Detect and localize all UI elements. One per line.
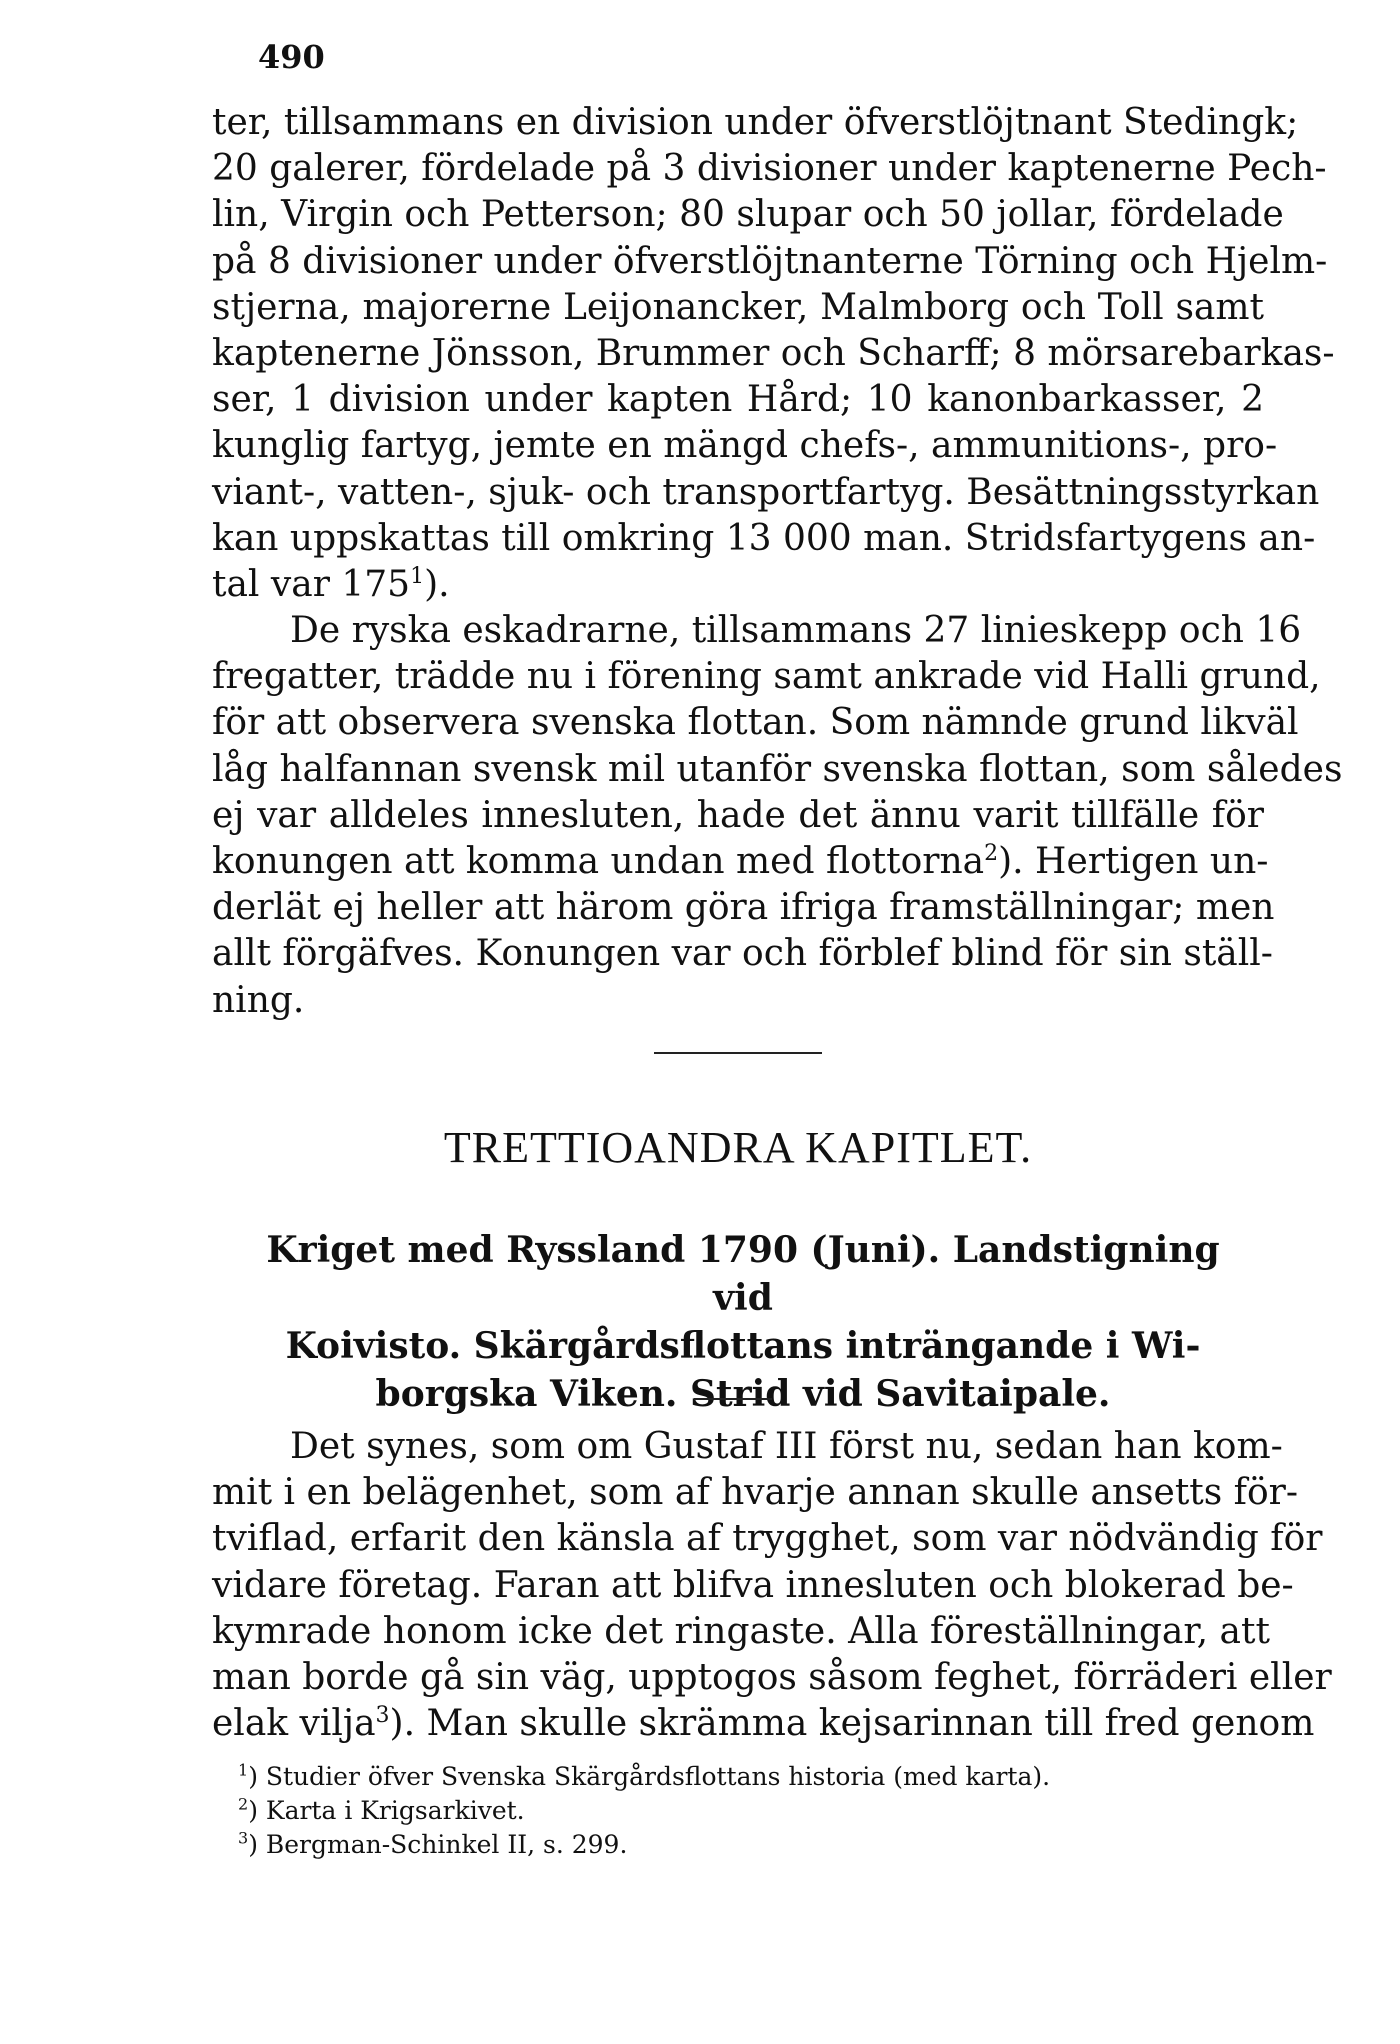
text-line: tviflad, erfarit den känsla af trygghet, som var nödvändig för (212, 1518, 1323, 1560)
footnote-marker: 1 (238, 1760, 249, 1780)
footnote (238, 1760, 1238, 1794)
text-line: allt förgäfves. Konungen var och förblef blind för sin ställ- (212, 933, 1273, 975)
text-segment: ). Man skulle skrämma kejsarinnan till fred genom (389, 1703, 1315, 1745)
text-line: kunglig fartyg, jemte en mängd chefs-, ammunitions-, pro- (212, 425, 1278, 467)
summary-line: Koivisto. Skärgårdsflottans inträngande i Wi- (285, 1325, 1201, 1367)
text-line: man borde gå sin väg, upptogos såsom feghet, förräderi eller (212, 1656, 1332, 1698)
text-line: ej var alldeles innesluten, hade det ännu varit tillfälle för (212, 794, 1264, 836)
text-line: ning. (212, 979, 305, 1021)
text-line: vidare företag. Faran att blifva innesluten och blokerad be- (212, 1564, 1294, 1606)
text-segment: tal var 175 (212, 563, 411, 605)
footnote-text: ) Studier öfver Svenska Skärgårdsflottans historia (med karta). (248, 1762, 1051, 1791)
footnote-marker: 3 (238, 1828, 249, 1848)
text-line (212, 839, 1269, 885)
footnote (238, 1794, 1238, 1828)
text-line: lin, Virgin och Petterson; 80 slupar och 50 jollar, fördelade (212, 194, 1284, 236)
paragraph-3 (212, 1424, 1332, 1747)
section-divider (654, 1052, 822, 1054)
text-line: ser, 1 division under kapten Hård; 10 kanonbarkasser, 2 (212, 379, 1264, 421)
text-line: fregatter, trädde nu i förening samt ankrade vid Halli grund, (212, 656, 1321, 698)
text-segment: ). Hertigen un- (998, 840, 1269, 882)
text-line: stjerna, majorerne Leijonancker, Malmborg och Toll samt (212, 286, 1264, 328)
text-line (212, 562, 1264, 608)
text-line: Det synes, som om Gustaf III först nu, sedan han kom- (290, 1426, 1283, 1467)
text-line (212, 1701, 1315, 1747)
text-segment: elak vilja (212, 1703, 376, 1745)
chapter-title: TRETTIOANDRA KAPITLET. (443, 1123, 1033, 1172)
chapter-summary (246, 1226, 1240, 1418)
page-number: 490 (258, 38, 325, 76)
footnote-text: ) Karta i Krigsarkivet. (248, 1796, 525, 1825)
text-line: ter, tillsammans en division under öfverstlöjtnant Stedingk; (212, 102, 1299, 143)
footnote-ref: 2 (984, 840, 999, 866)
paragraph-1 (212, 100, 1335, 608)
paragraph-2 (212, 608, 1343, 1024)
text-line: 20 galerer, fördelade på 3 divisioner under kaptenerne Pech- (212, 148, 1327, 190)
text-line: låg halfannan svensk mil utanför svenska flottan, som således (212, 748, 1343, 790)
footnote-ref: 1 (410, 563, 425, 589)
text-line: viant-, vatten-, sjuk- och transportfartyg. Besättningsstyrkan (212, 471, 1320, 513)
summary-line: borgska Viken. Strid vid Savitaipale. (375, 1373, 1111, 1415)
footnote-ref: 3 (375, 1703, 390, 1729)
footnote-text: ) Bergman-Schinkel II, s. 299. (248, 1830, 628, 1859)
summary-divider (694, 1398, 772, 1400)
footnote (238, 1828, 1238, 1862)
text-line: kaptenerne Jönsson, Brummer och Scharff; 8 mörsarebarkas- (212, 332, 1335, 374)
footnotes (238, 1760, 1238, 1862)
text-line: kymrade honom icke det ringaste. Alla föreställningar, att (212, 1610, 1270, 1652)
text-line: mit i en belägenhet, som af hvarje annan skulle ansetts för- (212, 1472, 1299, 1514)
text-line: för att observera svenska flottan. Som nämnde grund likväl (212, 702, 1299, 744)
summary-line: Kriget med Ryssland 1790 (Juni). Landstigning vid (266, 1229, 1220, 1319)
text-segment: konungen att komma undan med flottorna (212, 840, 985, 882)
text-line: på 8 divisioner under öfverstlöjtnanterne Törning och Hjelm- (212, 240, 1328, 282)
text-segment: ). (424, 563, 450, 605)
text-line: kan uppskattas till omkring 13 000 man. Stridsfartygens an- (212, 517, 1316, 559)
text-line: De ryska eskadrarne, tillsammans 27 linieskepp och 16 (290, 610, 1302, 651)
footnote-marker: 2 (238, 1794, 249, 1814)
text-line: derlät ej heller att härom göra ifriga framställningar; men (212, 887, 1275, 929)
